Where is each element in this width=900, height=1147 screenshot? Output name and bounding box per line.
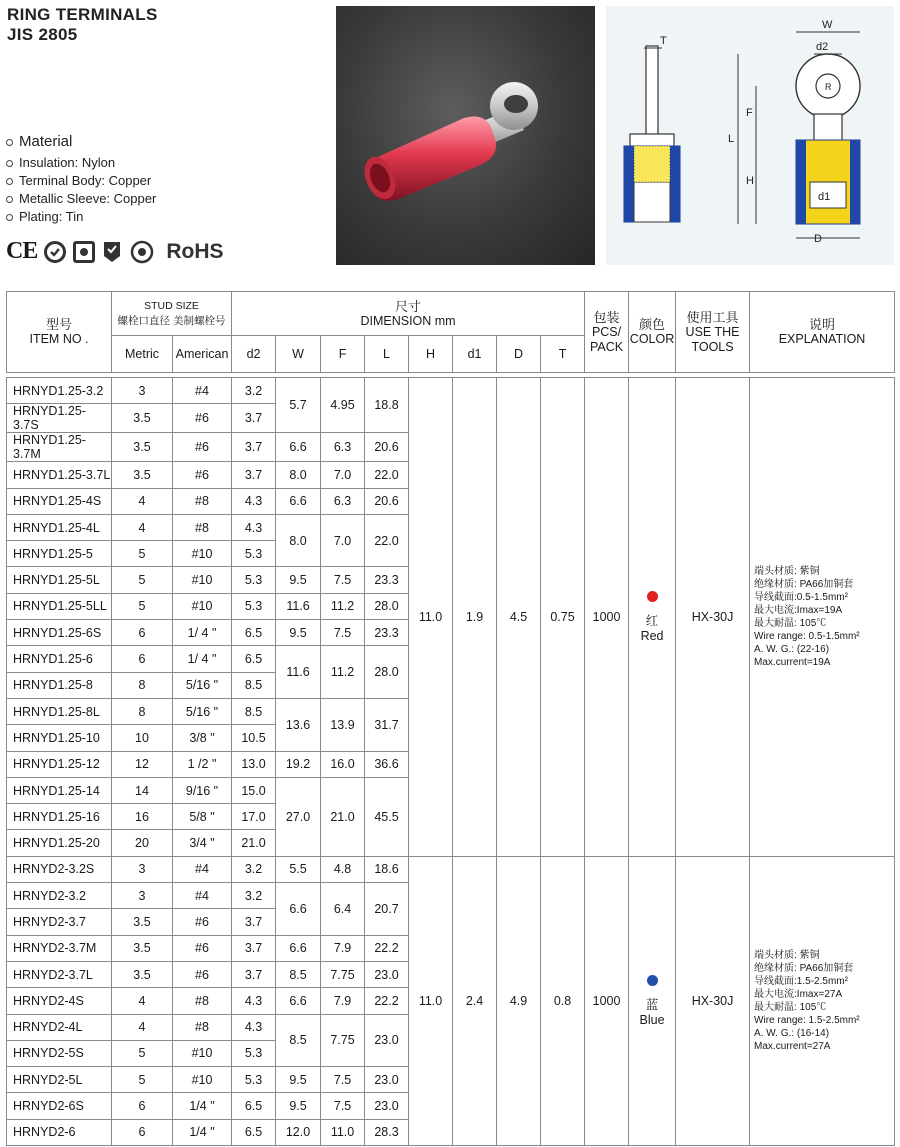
header-pack: 包装 PCS/ PACK [585,292,629,373]
rohs-mark: RoHS [166,239,224,263]
d1-cell: 2.4 [453,856,497,1145]
american-cell: 5/8 " [173,804,232,830]
explanation-line: Max.current=19A [754,656,831,668]
header-h: H [409,336,453,373]
header-metric: Metric [112,336,173,373]
ce-mark-icon: CE [6,238,38,264]
material-heading-label: Material [19,133,73,150]
header-w: W [276,336,321,373]
american-cell: #10 [173,593,232,619]
w-cell: 13.6 [276,698,321,751]
metric-cell: 3.5 [112,462,173,488]
w-cell: 6.6 [276,935,321,961]
metric-cell: 5 [112,1067,173,1093]
american-cell: #10 [173,1040,232,1066]
item-no-cell: HRNYD1.25-3.7S [7,404,112,433]
explanation-line: 绝缘材质: PA66加铜套 [754,962,854,974]
w-cell: 9.5 [276,567,321,593]
header-t: T [541,336,585,373]
d2-cell: 4.3 [232,488,276,514]
d2-cell: 3.2 [232,883,276,909]
w-cell: 8.0 [276,514,321,567]
pack-cell: 1000 [585,856,629,1145]
d2-cell: 6.5 [232,1093,276,1119]
l-cell: 22.0 [365,514,409,567]
l-cell: 22.0 [365,462,409,488]
bullet-icon [6,196,13,203]
metric-cell: 8 [112,672,173,698]
d2-cell: 5.3 [232,593,276,619]
metric-cell: 3.5 [112,961,173,987]
american-cell: #6 [173,462,232,488]
l-cell: 31.7 [365,698,409,751]
color-dot-icon [647,591,658,602]
item-no-cell: HRNYD2-4L [7,1014,112,1040]
f-cell: 6.3 [321,488,365,514]
american-cell: #4 [173,856,232,882]
l-cell: 20.6 [365,488,409,514]
american-cell: 3/8 " [173,725,232,751]
d2-cell: 4.3 [232,514,276,540]
svg-text:T: T [660,35,667,47]
header-d1: d1 [453,336,497,373]
svg-text:R: R [825,82,832,92]
explanation-line: 最大电流:Imax=27A [754,988,843,1000]
f-cell: 13.9 [321,698,365,751]
l-cell: 22.2 [365,935,409,961]
d2-cell: 17.0 [232,804,276,830]
item-no-cell: HRNYD1.25-10 [7,725,112,751]
item-no-cell: HRNYD1.25-8 [7,672,112,698]
d2-cell: 6.5 [232,646,276,672]
metric-cell: 14 [112,777,173,803]
metric-cell: 6 [112,1093,173,1119]
item-no-cell: HRNYD1.25-4S [7,488,112,514]
metric-cell: 20 [112,830,173,856]
l-cell: 23.3 [365,620,409,646]
w-cell: 11.6 [276,646,321,699]
explanation-line: 端头材质: 紫铜 [754,949,820,961]
color-name-cn: 蓝 [645,997,659,1012]
american-cell: 1 /2 " [173,751,232,777]
d2-cell: 4.3 [232,1014,276,1040]
item-no-cell: HRNYD2-3.7 [7,909,112,935]
h-cell: 11.0 [409,378,453,857]
item-no-cell: HRNYD1.25-3.2 [7,378,112,404]
header-d2: d2 [232,336,276,373]
w-cell: 19.2 [276,751,321,777]
f-cell: 16.0 [321,751,365,777]
metric-cell: 5 [112,1040,173,1066]
d2-cell: 15.0 [232,777,276,803]
item-no-cell: HRNYD1.25-3.7L [7,462,112,488]
spec-table-body [7,373,895,1146]
metric-cell: 10 [112,725,173,751]
metric-cell: 6 [112,646,173,672]
metric-cell: 6 [112,620,173,646]
explanation-cell [750,378,895,857]
l-cell: 22.2 [365,988,409,1014]
f-cell: 7.9 [321,935,365,961]
item-no-cell: HRNYD1.25-4L [7,514,112,540]
t-cell: 0.75 [541,378,585,857]
american-cell: #8 [173,988,232,1014]
metric-cell: 5 [112,541,173,567]
t-cell: 0.8 [541,856,585,1145]
material-item [6,190,156,208]
material-item-label: Plating: Tin [19,209,84,224]
d2-cell: 13.0 [232,751,276,777]
f-cell: 21.0 [321,777,365,856]
quality-mark-icon [73,241,95,263]
header-l: L [365,336,409,373]
f-cell: 7.5 [321,620,365,646]
american-cell: #6 [173,433,232,462]
american-cell: #10 [173,1067,232,1093]
spec-table [6,291,895,1146]
l-cell: 28.0 [365,646,409,699]
item-no-cell: HRNYD2-3.7L [7,961,112,987]
product-photo [336,6,595,265]
w-cell: 6.6 [276,883,321,936]
explanation-line: Wire range: 1.5-2.5mm² [754,1014,860,1026]
w-cell: 8.5 [276,1014,321,1067]
technical-drawing [606,6,894,265]
metric-cell: 3 [112,883,173,909]
bullet-icon [6,139,13,146]
material-item [6,154,156,172]
item-no-cell: HRNYD1.25-12 [7,751,112,777]
svg-text:d1: d1 [818,191,831,203]
d2-cell: 8.5 [232,698,276,724]
iso-badge-icon [102,240,122,264]
d2-cell: 5.3 [232,541,276,567]
d1-cell: 1.9 [453,378,497,857]
metric-cell: 12 [112,751,173,777]
explanation-line: 导线截面:0.5-1.5mm² [754,591,848,603]
american-cell: #10 [173,541,232,567]
l-cell: 23.0 [365,1067,409,1093]
d2-cell: 3.7 [232,909,276,935]
metric-cell: 3 [112,856,173,882]
item-no-cell: HRNYD2-6 [7,1119,112,1145]
american-cell: #10 [173,567,232,593]
explanation-line: 最大耐温: 105℃ [754,617,827,629]
metric-cell: 4 [112,514,173,540]
w-cell: 5.5 [276,856,321,882]
item-no-cell: HRNYD2-4S [7,988,112,1014]
title-line-2: JIS 2805 [7,25,78,44]
f-cell: 11.2 [321,646,365,699]
item-no-cell: HRNYD1.25-14 [7,777,112,803]
metric-cell: 4 [112,1014,173,1040]
explanation-line: Wire range: 0.5-1.5mm² [754,630,860,642]
f-cell: 7.75 [321,1014,365,1067]
header-explanation: 说明 EXPLANATION [750,292,895,373]
l-cell: 18.6 [365,856,409,882]
header-d: D [497,336,541,373]
item-no-cell: HRNYD2-3.7M [7,935,112,961]
tool-cell: HX-30J [676,856,750,1145]
american-cell: #8 [173,488,232,514]
f-cell: 4.8 [321,856,365,882]
header-tools: 使用工具 USE THE TOOLS [676,292,750,373]
f-cell: 11.0 [321,1119,365,1145]
bullet-icon [6,160,13,167]
w-cell: 8.5 [276,961,321,987]
h-cell: 11.0 [409,856,453,1145]
w-cell: 11.6 [276,593,321,619]
item-no-cell: HRNYD1.25-6S [7,620,112,646]
d2-cell: 5.3 [232,1067,276,1093]
american-cell: #6 [173,404,232,433]
f-cell: 7.9 [321,988,365,1014]
d-cell: 4.9 [497,856,541,1145]
american-cell: #8 [173,514,232,540]
american-cell: #4 [173,378,232,404]
ring-terminal-icon [359,82,538,204]
explanation-line: 最大电流:Imax=19A [754,604,843,616]
l-cell: 23.3 [365,567,409,593]
metric-cell: 6 [112,1119,173,1145]
f-cell: 6.3 [321,433,365,462]
sgs-mark-icon [129,239,155,265]
f-cell: 7.0 [321,462,365,488]
american-cell: 3/4 " [173,830,232,856]
w-cell: 8.0 [276,462,321,488]
american-cell: 5/16 " [173,672,232,698]
svg-text:W: W [822,19,833,31]
svg-text:H: H [746,175,754,187]
page-title [7,5,158,45]
metric-cell: 3.5 [112,935,173,961]
d2-cell: 8.5 [232,672,276,698]
item-no-cell: HRNYD1.25-16 [7,804,112,830]
d2-cell: 10.5 [232,725,276,751]
metric-cell: 4 [112,488,173,514]
american-cell: #6 [173,935,232,961]
l-cell: 28.3 [365,1119,409,1145]
american-cell: #6 [173,909,232,935]
explanation-line: 绝缘材质: PA66加铜套 [754,578,854,590]
svg-text:D: D [814,233,822,245]
american-cell: 1/4 " [173,1093,232,1119]
american-cell: #6 [173,961,232,987]
w-cell: 9.5 [276,1067,321,1093]
material-list [6,133,156,226]
metric-cell: 5 [112,593,173,619]
pack-cell: 1000 [585,378,629,857]
f-cell: 7.5 [321,1093,365,1119]
american-cell: #8 [173,1014,232,1040]
l-cell: 28.0 [365,593,409,619]
item-no-cell: HRNYD1.25-20 [7,830,112,856]
metric-cell: 8 [112,698,173,724]
explanation-line: 最大耐温: 105℃ [754,1001,827,1013]
bullet-icon [6,214,13,221]
explanation-line: 导线截面:1.5-2.5mm² [754,975,848,987]
color-cell [629,378,676,857]
l-cell: 23.0 [365,1014,409,1067]
american-cell: 1/4 " [173,1119,232,1145]
certification-logos [6,238,224,265]
color-dot-icon [647,975,658,986]
material-item [6,208,156,226]
w-cell: 6.6 [276,988,321,1014]
ccc-mark-icon [44,241,66,263]
l-cell: 23.0 [365,1093,409,1119]
table-row [7,856,895,882]
material-item-label: Terminal Body: Copper [19,173,152,188]
metric-cell: 3.5 [112,404,173,433]
metric-cell: 16 [112,804,173,830]
svg-text:L: L [728,133,735,145]
color-name-en: Red [640,628,664,643]
d2-cell: 5.3 [232,567,276,593]
l-cell: 20.6 [365,433,409,462]
f-cell: 7.0 [321,514,365,567]
l-cell: 20.7 [365,883,409,936]
d2-cell: 5.3 [232,1040,276,1066]
material-item [6,172,156,190]
color-name-en: Blue [639,1012,665,1027]
header-american: American [173,336,232,373]
item-no-cell: HRNYD1.25-6 [7,646,112,672]
d2-cell: 3.7 [232,935,276,961]
metric-cell: 3.5 [112,433,173,462]
item-no-cell: HRNYD1.25-3.7M [7,433,112,462]
l-cell: 36.6 [365,751,409,777]
material-item-label: Insulation: Nylon [19,155,116,170]
f-cell: 7.5 [321,1067,365,1093]
item-no-cell: HRNYD1.25-8L [7,698,112,724]
item-no-cell: HRNYD2-3.2S [7,856,112,882]
d2-cell: 21.0 [232,830,276,856]
tool-cell: HX-30J [676,378,750,857]
metric-cell: 5 [112,567,173,593]
item-no-cell: HRNYD1.25-5LL [7,593,112,619]
american-cell: 9/16 " [173,777,232,803]
american-cell: 5/16 " [173,698,232,724]
table-row [7,378,895,404]
explanation-line: 端头材质: 紫铜 [754,565,820,577]
header-dimension: 尺寸 DIMENSION mm [232,292,585,336]
w-cell: 6.6 [276,488,321,514]
american-cell: 1/ 4 " [173,620,232,646]
item-no-cell: HRNYD2-3.2 [7,883,112,909]
item-no-cell: HRNYD2-5L [7,1067,112,1093]
d2-cell: 3.2 [232,856,276,882]
d-cell: 4.5 [497,378,541,857]
item-no-cell: HRNYD1.25-5L [7,567,112,593]
metric-cell: 3 [112,378,173,404]
d2-cell: 3.7 [232,961,276,987]
w-cell: 5.7 [276,378,321,433]
material-item-label: Metallic Sleeve: Copper [19,191,157,206]
svg-text:d2: d2 [816,41,829,53]
w-cell: 27.0 [276,777,321,856]
l-cell: 45.5 [365,777,409,856]
w-cell: 6.6 [276,433,321,462]
f-cell: 11.2 [321,593,365,619]
header-stud-size: STUD SIZE 螺栓口直径 美制螺栓号 [112,292,232,336]
header-f: F [321,336,365,373]
title-line-1: RING TERMINALS [7,5,158,24]
f-cell: 7.75 [321,961,365,987]
material-heading [6,133,156,151]
d2-cell: 3.7 [232,404,276,433]
d2-cell: 6.5 [232,620,276,646]
header-color: 颜色 COLOR [629,292,676,373]
color-cell [629,856,676,1145]
explanation-line: Max.current=27A [754,1040,831,1052]
w-cell: 12.0 [276,1119,321,1145]
explanation-cell [750,856,895,1145]
header-item-no: 型号 ITEM NO . [7,292,112,373]
d2-cell: 3.2 [232,378,276,404]
d2-cell: 3.7 [232,433,276,462]
item-no-cell: HRNYD2-6S [7,1093,112,1119]
d2-cell: 6.5 [232,1119,276,1145]
explanation-line: A. W. G.: (16-14) [754,1027,830,1039]
american-cell: #4 [173,883,232,909]
item-no-cell: HRNYD1.25-5 [7,541,112,567]
l-cell: 23.0 [365,961,409,987]
f-cell: 7.5 [321,567,365,593]
bullet-icon [6,178,13,185]
metric-cell: 4 [112,988,173,1014]
svg-text:F: F [746,107,753,119]
american-cell: 1/ 4 " [173,646,232,672]
f-cell: 4.95 [321,378,365,433]
metric-cell: 3.5 [112,909,173,935]
l-cell: 18.8 [365,378,409,433]
w-cell: 9.5 [276,620,321,646]
w-cell: 9.5 [276,1093,321,1119]
color-name-cn: 红 [645,613,659,628]
item-no-cell: HRNYD2-5S [7,1040,112,1066]
d2-cell: 3.7 [232,462,276,488]
d2-cell: 4.3 [232,988,276,1014]
explanation-line: A. W. G.: (22-16) [754,643,830,655]
f-cell: 6.4 [321,883,365,936]
